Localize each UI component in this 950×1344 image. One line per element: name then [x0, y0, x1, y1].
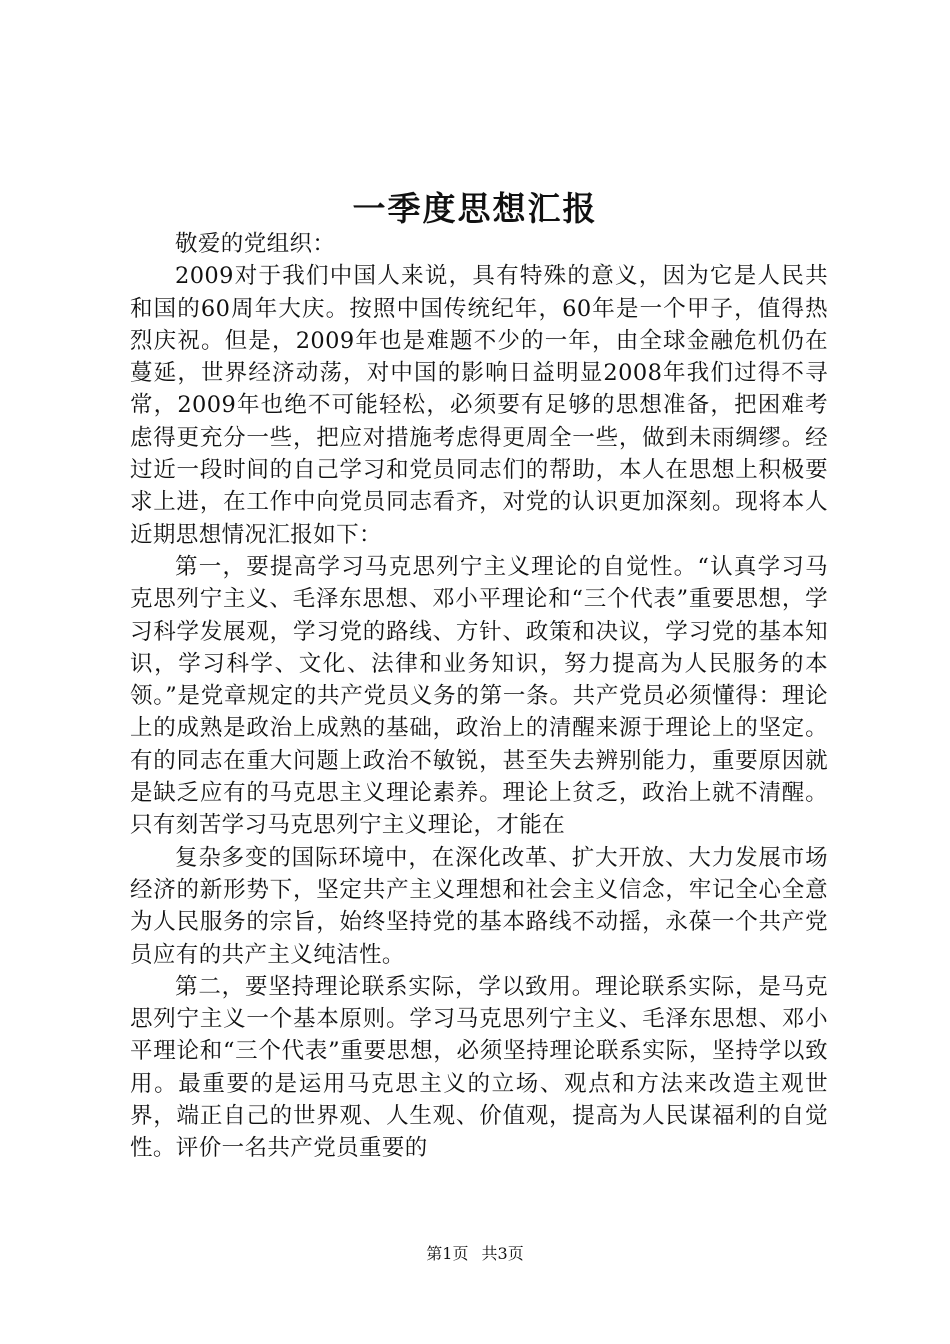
- document-title: 一季度思想汇报: [352, 189, 598, 228]
- document-body: [130, 228, 828, 1165]
- paragraph-intro: 2009对于我们中国人来说，具有特殊的意义，因为它是人民共和国的60周年大庆。按照中国传统纪年，60年是一个甲子，值得热烈庆祝。但是，2009年也是难题不少的一年，由全球金融危机仍在蔓延，世界经济动荡，对中国的影响日益明显2008年我们过得不寻常，2009年也绝不可能轻松，必须要有足够的思想准备，把困难考虑得更充分一些，把应对措施考虑得更周全一些，做到未雨绸缪。经过近一段时间的自己学习和党员同志们的帮助，本人在思想上积极要求上进，在工作中向党员同志看齐，对党的认识更加深刻。现将本人近期思想情况汇报如下：: [130, 263, 828, 548]
- paragraph-point-one: 第一，要提高学习马克思列宁主义理论的自觉性。“认真学习马克思列宁主义、毛泽东思想、邓小平理论和“三个代表”重要思想，学习科学发展观，学习党的路线、方针、政策和决议，学习党的基本知识，学习科学、文化、法律和业务知识，努力提高为人民服务的本领。”是党章规定的共产党员义务的第一条。共产党员必须懂得：理论上的成熟是政治上成熟的基础，政治上的清醒来源于理论上的坚定。有的同志在重大问题上政治不敏锐，甚至失去辨别能力，重要原因就是缺乏应有的马克思主义理论素养。理论上贫乏，政治上就不清醒。只有刻苦学习马克思列宁主义理论，才能在: [130, 553, 828, 839]
- page-number: 第1页: [426, 1244, 469, 1263]
- paragraph-continuation: 复杂多变的国际环境中，在深化改革、扩大开放、大力发展市场经济的新形势下，坚定共产主义理想和社会主义信念，牢记全心全意为人民服务的宗旨，始终坚持党的基本路线不动摇，永葆一个共产党员应有的共产主义纯洁性。: [130, 844, 828, 968]
- page-total: 共3页: [481, 1244, 524, 1263]
- paragraph-point-two: 第二，要坚持理论联系实际，学以致用。理论联系实际，是马克思列宁主义一个基本原则。学习马克思列宁主义、毛泽东思想、邓小平理论和“三个代表”重要思想，必须坚持理论联系实际，坚持学以致用。最重要的是运用马克思主义的立场、观点和方法来改造主观世界，端正自己的世界观、人生观、价值观，提高为人民谋福利的自觉性。评价一名共产党员重要的: [130, 973, 828, 1162]
- salutation: 敬爱的党组织：: [175, 231, 336, 257]
- page-footer: [0, 1243, 950, 1265]
